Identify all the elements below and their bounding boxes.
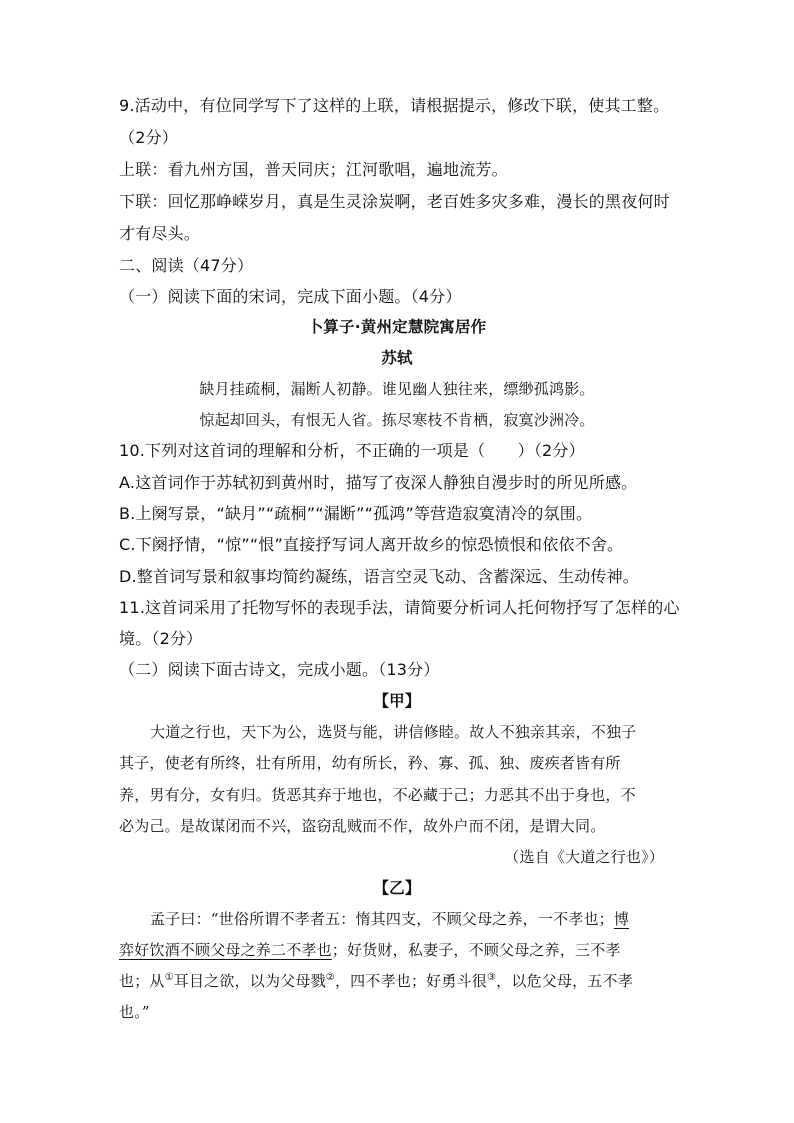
footnote-marker-2: ② (325, 972, 335, 983)
section-heading-reading: 二、阅读（47分） (119, 256, 254, 275)
q9-lower-couplet-cont: 才有尽头。 (119, 224, 201, 243)
q10-option-c: C.下阕抒情，“惊”“恨”直接抒写词人离开故乡的惊恐愤恨和依依不舍。 (119, 535, 624, 554)
part1-heading: （一）阅读下面的宋词，完成下面小题。（4分） (119, 287, 462, 306)
yi-line-2-text: ；好货财，私妻子，不顾父母之养，三不孝 (331, 941, 621, 959)
yi-line-1 (150, 909, 629, 929)
text-yi-label: 【乙】 (373, 879, 421, 897)
part2-heading: （二）阅读下面古诗文，完成小题。（13分） (119, 660, 440, 679)
yi-line-3-text-b: 耳目之欲，以为父母戮 (173, 972, 326, 990)
jia-line-3: 养，男有分，女有归。货恶其弃于地也，不必藏于己；力恶其不出于身也，不 (119, 786, 636, 804)
yi-line-3-text-a: 也；从 (119, 972, 165, 990)
yi-line-3 (119, 971, 633, 991)
footnote-marker-1: ① (164, 972, 174, 983)
q10-option-b: B.上阕写景，“缺月”“疏桐”“漏断”“孤鸿”等营造寂寞清冷的氛围。 (119, 504, 593, 523)
yi-underlined-start: 博 (613, 910, 630, 928)
yi-underlined-sentence: 弈好饮酒不顾父母之养二不孝也 (119, 941, 332, 959)
yi-line-2 (119, 940, 621, 960)
yi-line-3-text-c: ，四不孝也；好勇斗很 (334, 972, 487, 990)
footnote-marker-3: ③ (486, 972, 497, 983)
jia-line-2: 其子，使老有所终，壮有所用，幼有所长，矜、寡、孤、独、废疾者皆有所 (119, 754, 621, 772)
jia-source: （选自《大道之行也》） (504, 848, 664, 866)
q10-option-d: D.整首词写景和叙事均简约凝练，语言空灵飞动、含蓄深远、生动传神。 (119, 567, 640, 586)
q9-line-2: （2分） (119, 128, 178, 147)
poem-title: 卜算子·黄州定慧院寓居作 (307, 318, 487, 336)
q9-line-1: 9.活动中，有位同学写下了这样的上联，请根据提示，修改下联，使其工整。 (119, 96, 670, 115)
poem-author: 苏轼 (381, 349, 413, 367)
q10-stem: 10.下列对这首词的理解和分析，不正确的一项是（ ）（2分） (119, 441, 585, 460)
jia-line-1: 大道之行也，天下为公，选贤与能，讲信修睦。故人不独亲其亲，不独子 (150, 723, 637, 741)
yi-line-3-text-d: ，以危父母，五不孝 (496, 972, 633, 990)
yi-line-4: 也。” (119, 1003, 150, 1021)
q10-option-a: A.这首词作于苏轼初到黄州时，描写了夜深人静独自漫步时的所见所感。 (119, 473, 638, 492)
q9-lower-couplet: 下联：回忆那峥嵘岁月，真是生灵涂炭啊，老百姓多灾多难，漫长的黑夜何时 (119, 192, 670, 211)
text-jia-label: 【甲】 (373, 692, 421, 710)
yi-line-1-text: 孟子曰：“世俗所谓不孝者五：惰其四支，不顾父母之养，一不孝也； (150, 910, 614, 928)
poem-line-2: 惊起却回头，有恨无人省。拣尽寒枝不肯栖，寂寞沙洲冷。 (199, 411, 595, 429)
jia-line-4: 必为己。是故谋闭而不兴，盗窃乱贼而不作，故外户而不闭，是谓大同。 (119, 817, 606, 835)
q9-upper-couplet: 上联：看九州方国，普天同庆；江河歌唱，遍地流芳。 (119, 160, 508, 179)
q11-line-2: 境。（2分） (119, 629, 203, 648)
q11-line-1: 11.这首词采用了托物写怀的表现手法，请简要分析词人托何物抒写了怎样的心 (119, 598, 680, 617)
poem-line-1: 缺月挂疏桐，漏断人初静。谁见幽人独往来，缥缈孤鸿影。 (199, 380, 595, 398)
